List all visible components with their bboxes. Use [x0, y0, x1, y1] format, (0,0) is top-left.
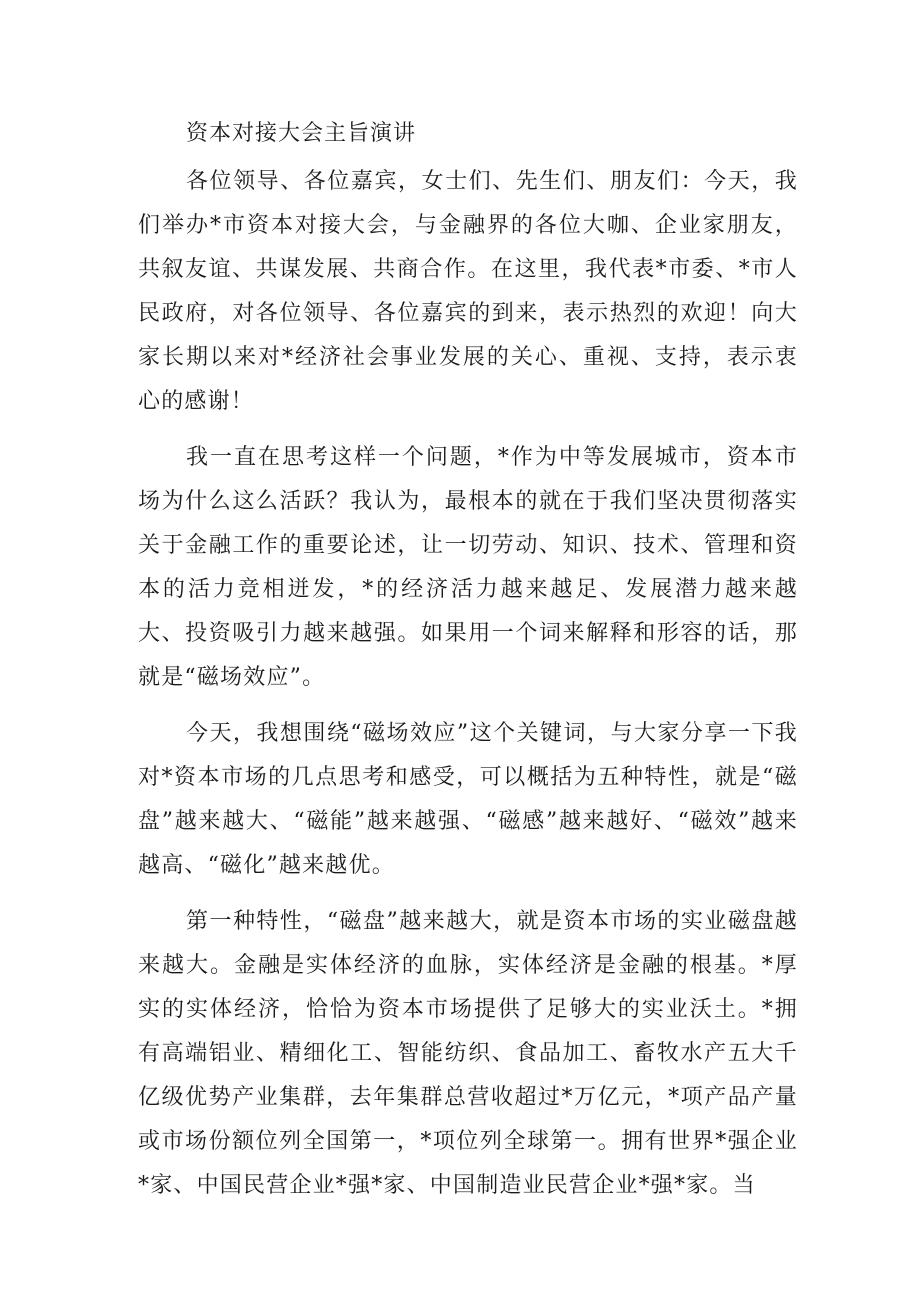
paragraph-question: 我一直在思考这样一个问题，*作为中等发展城市，资本市场为什么这么活跃？我认为，最根本的就在于我们坚决贯彻落实关于金融工作的重要论述，让一切劳动、知识、技术、管理和资本的活力竞相迸发，*的经济活力越来越足、发展潜力越来越大、投资吸引力越来越强。如果用一个词来解释和形容的话，那就是“磁场效应”。: [138, 445, 798, 690]
paragraph-five-characteristics: 今天，我想围绕“磁场效应”这个关键词，与大家分享一下我对*资本市场的几点思考和感受，可以概括为五种特性，就是“磁盘”越来越大、“磁能”越来越强、“磁感”越来越好、“磁效”越来越高、“磁化”越来越优。: [138, 721, 798, 878]
document-title: 资本对接大会主旨演讲: [186, 121, 417, 146]
paragraph-greeting: 各位领导、各位嘉宾，女士们、先生们、朋友们：今天，我们举办*市资本对接大会，与金融界的各位大咖、企业家朋友，共叙友谊、共谋发展、共商合作。在这里，我代表*市委、*市人民政府，对各位领导、各位嘉宾的到来，表示热烈的欢迎！向大家长期以来对*经济社会事业发展的关心、重视、支持，表示衷心的感谢！: [138, 169, 798, 414]
paragraph-first-characteristic: 第一种特性，“磁盘”越来越大，就是资本市场的实业磁盘越来越大。金融是实体经济的血脉，实体经济是金融的根基。*厚实的实体经济，恰恰为资本市场提供了足够大的实业沃土。*拥有高端铝业、精细化工、智能纺织、食品加工、畜牧水产五大千亿级优势产业集群，去年集群总营收超过*万亿元，*项产品产量或市场份额位列全国第一，*项位列全球第一。拥有世界*强企业*家、中国民营企业*强*家、中国制造业民营企业*强*家。当: [138, 909, 798, 1198]
